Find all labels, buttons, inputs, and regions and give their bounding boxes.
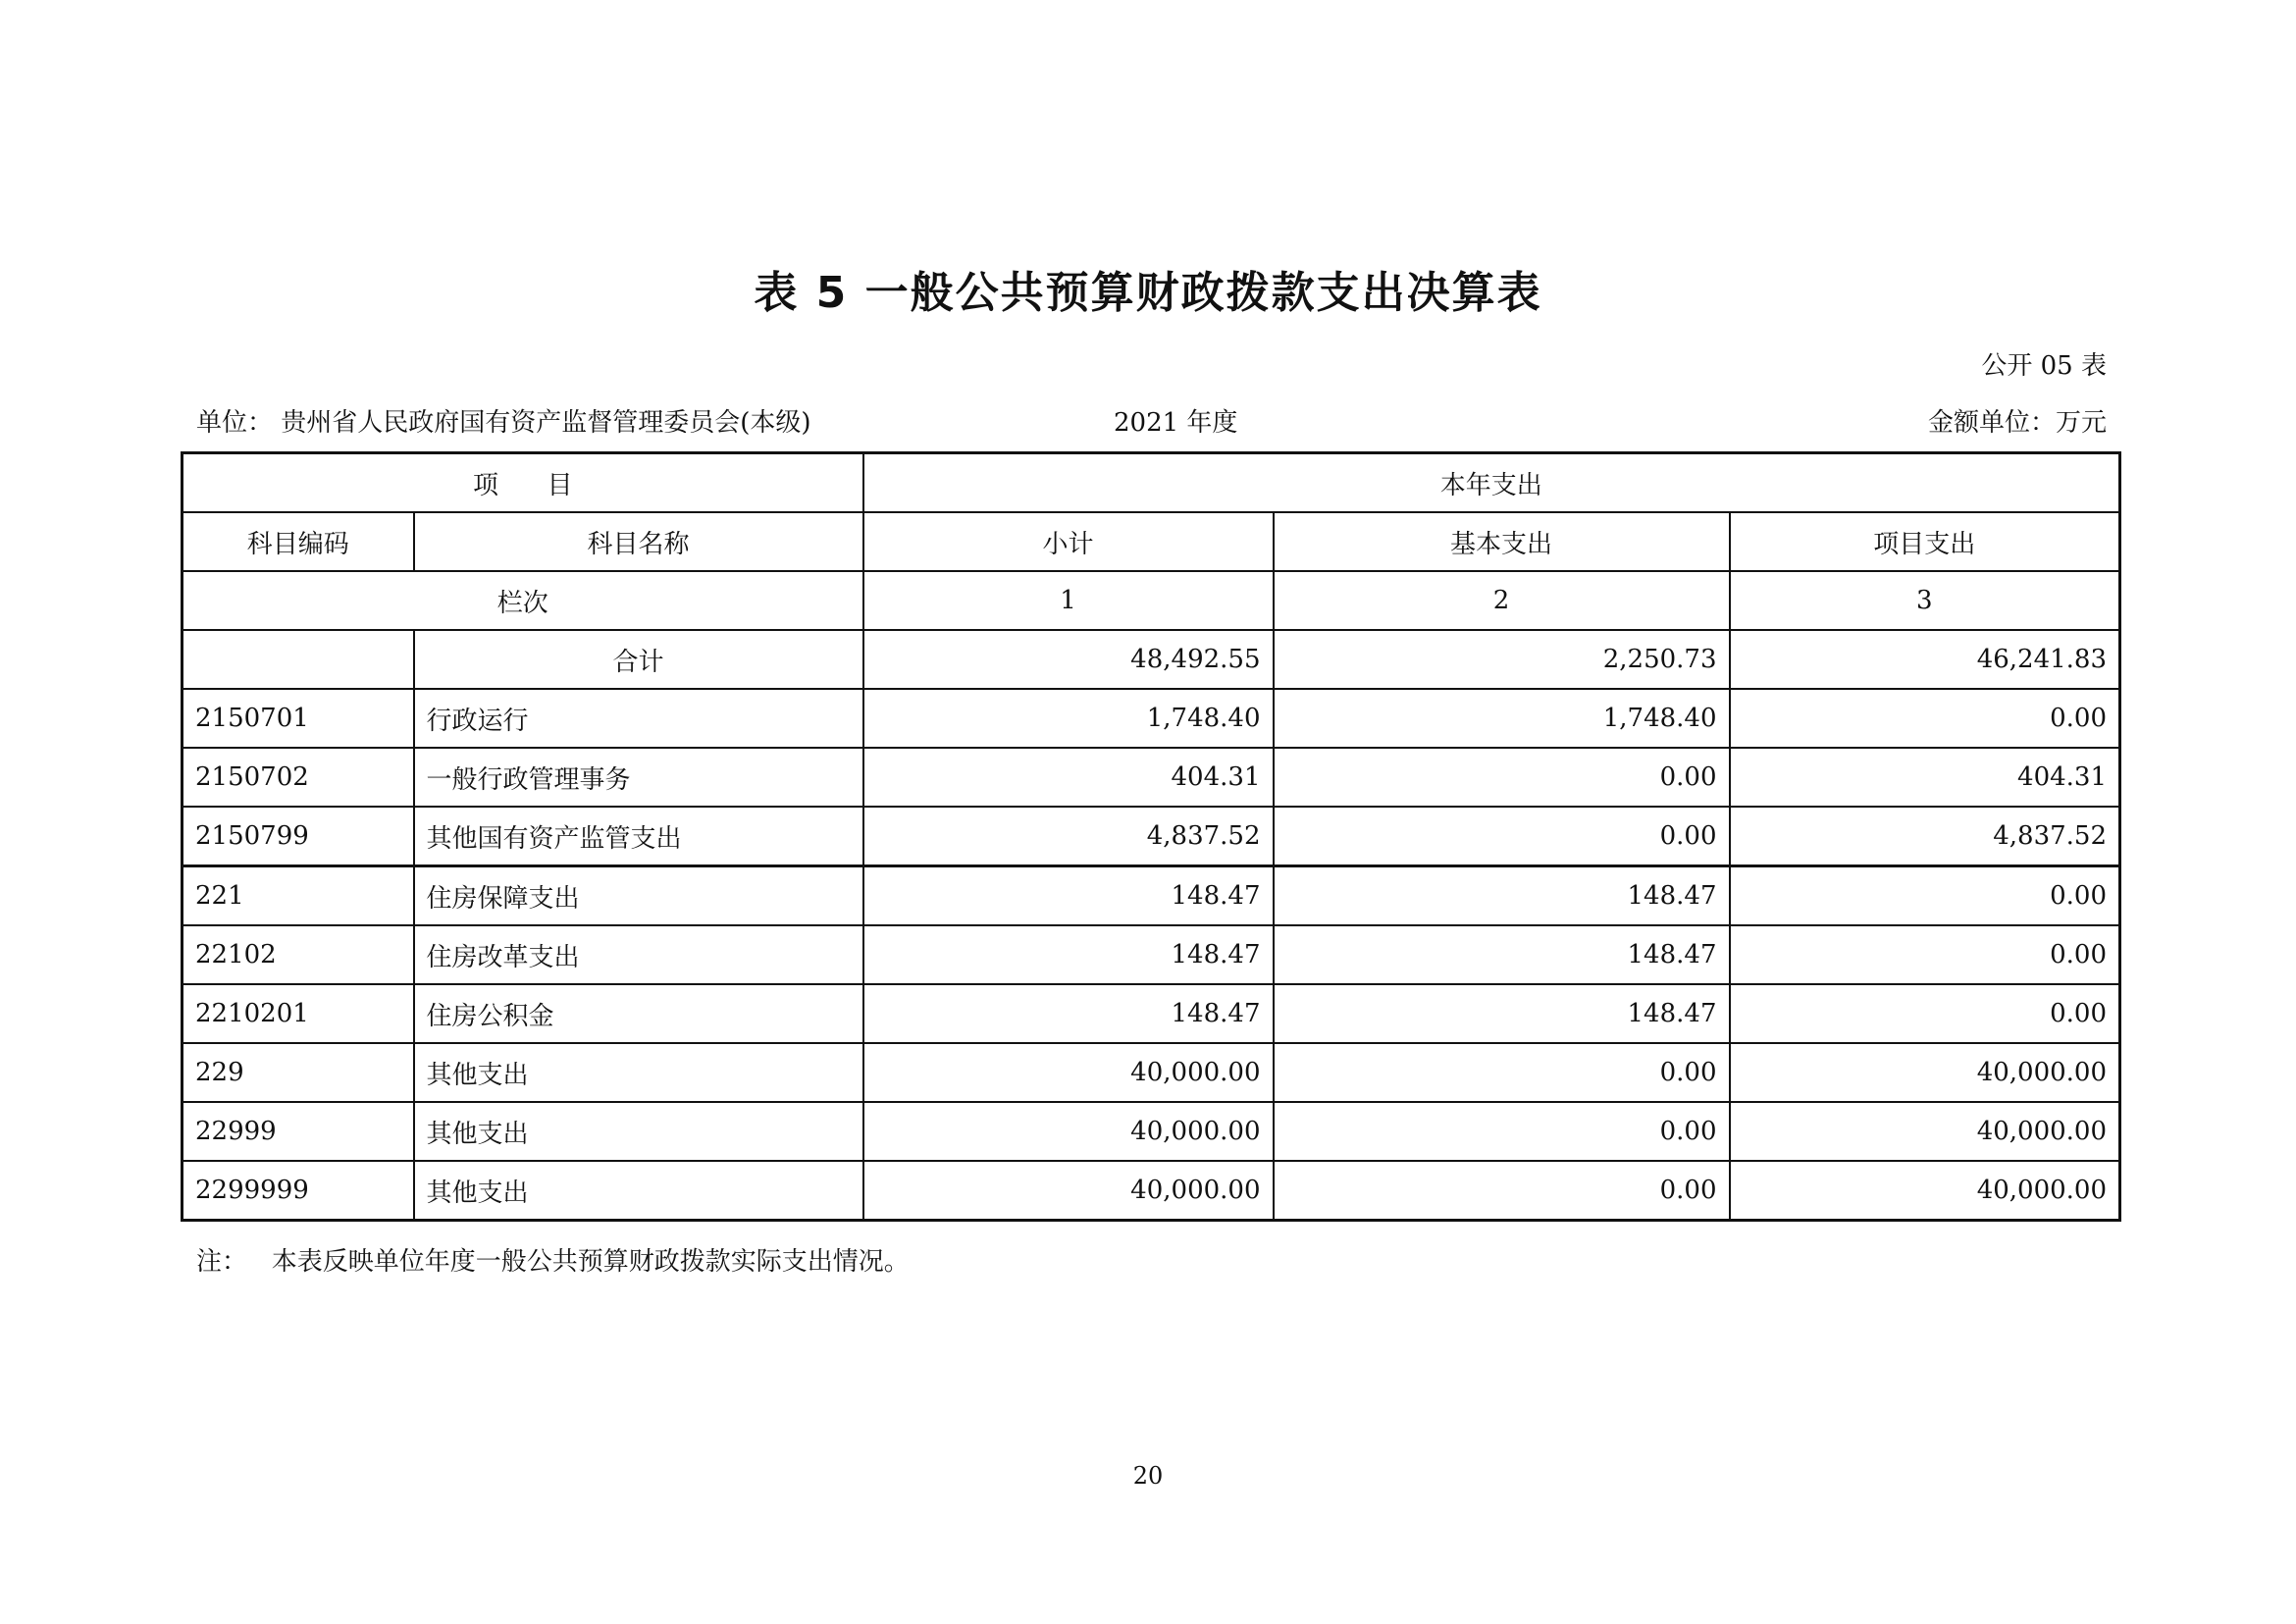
row-code: 2150702 bbox=[183, 748, 414, 807]
row-project: 0.00 bbox=[1730, 984, 2120, 1043]
row-name: 住房保障支出 bbox=[414, 866, 863, 926]
header-item: 项 目 bbox=[183, 453, 863, 513]
page-number: 20 bbox=[1132, 1462, 1164, 1490]
row-code: 2299999 bbox=[183, 1161, 414, 1221]
row-name: 行政运行 bbox=[414, 689, 863, 748]
row-project: 40,000.00 bbox=[1730, 1161, 2120, 1221]
row-name: 其他支出 bbox=[414, 1102, 863, 1161]
header-current-year: 本年支出 bbox=[863, 453, 2120, 513]
table-row bbox=[183, 1102, 2120, 1161]
header-col2: 2 bbox=[1274, 571, 1730, 630]
table-note: 注： 本表反映单位年度一般公共预算财政拨款实际支出情况。 bbox=[196, 1247, 910, 1277]
row-basic: 148.47 bbox=[1274, 984, 1730, 1043]
page-title: 表 5 一般公共预算财政拨款支出决算表 bbox=[754, 268, 1542, 318]
row-subtotal: 148.47 bbox=[863, 925, 1274, 984]
header-basic: 基本支出 bbox=[1274, 512, 1730, 571]
header-row-2 bbox=[183, 512, 2120, 571]
row-subtotal: 40,000.00 bbox=[863, 1043, 1274, 1102]
row-name: 一般行政管理事务 bbox=[414, 748, 863, 807]
row-subtotal: 404.31 bbox=[863, 748, 1274, 807]
row-name: 其他支出 bbox=[414, 1161, 863, 1221]
row-name: 住房改革支出 bbox=[414, 925, 863, 984]
header-subtotal: 小计 bbox=[863, 512, 1274, 571]
form-number: 公开 05 表 bbox=[1981, 351, 2107, 381]
row-code: 221 bbox=[183, 866, 414, 926]
row-subtotal: 40,000.00 bbox=[863, 1161, 1274, 1221]
table-row bbox=[183, 807, 2120, 866]
total-code-empty bbox=[183, 630, 414, 689]
row-basic: 148.47 bbox=[1274, 866, 1730, 926]
header-col3: 3 bbox=[1730, 571, 2120, 630]
row-project: 0.00 bbox=[1730, 866, 2120, 926]
row-project: 4,837.52 bbox=[1730, 807, 2120, 866]
table-row bbox=[183, 866, 2120, 926]
table-row bbox=[183, 925, 2120, 984]
row-basic: 0.00 bbox=[1274, 1043, 1730, 1102]
row-code: 2210201 bbox=[183, 984, 414, 1043]
row-project: 40,000.00 bbox=[1730, 1043, 2120, 1102]
row-basic: 0.00 bbox=[1274, 1102, 1730, 1161]
row-name: 住房公积金 bbox=[414, 984, 863, 1043]
fiscal-year: 2021 年度 bbox=[1114, 408, 1238, 438]
total-label: 合计 bbox=[414, 630, 863, 689]
row-code: 229 bbox=[183, 1043, 414, 1102]
table-row bbox=[183, 748, 2120, 807]
row-name: 其他国有资产监管支出 bbox=[414, 807, 863, 866]
row-code: 2150799 bbox=[183, 807, 414, 866]
header-name: 科目名称 bbox=[414, 512, 863, 571]
table-row bbox=[183, 1161, 2120, 1221]
row-subtotal: 148.47 bbox=[863, 984, 1274, 1043]
row-name: 其他支出 bbox=[414, 1043, 863, 1102]
header-column-label: 栏次 bbox=[183, 571, 863, 630]
unit-info-row bbox=[196, 402, 2107, 438]
row-code: 22102 bbox=[183, 925, 414, 984]
row-basic: 0.00 bbox=[1274, 748, 1730, 807]
reporting-unit: 单位： 贵州省人民政府国有资产监督管理委员会(本级) bbox=[196, 408, 811, 438]
row-subtotal: 1,748.40 bbox=[863, 689, 1274, 748]
amount-unit: 金额单位：万元 bbox=[1927, 408, 2107, 438]
row-project: 0.00 bbox=[1730, 689, 2120, 748]
row-basic: 0.00 bbox=[1274, 1161, 1730, 1221]
row-project: 40,000.00 bbox=[1730, 1102, 2120, 1161]
row-subtotal: 4,837.52 bbox=[863, 807, 1274, 866]
total-subtotal: 48,492.55 bbox=[863, 630, 1274, 689]
total-row bbox=[183, 630, 2120, 689]
header-col1: 1 bbox=[863, 571, 1274, 630]
total-basic: 2,250.73 bbox=[1274, 630, 1730, 689]
row-code: 22999 bbox=[183, 1102, 414, 1161]
header-row-1 bbox=[183, 453, 2120, 513]
header-row-3 bbox=[183, 571, 2120, 630]
total-project: 46,241.83 bbox=[1730, 630, 2120, 689]
row-subtotal: 40,000.00 bbox=[863, 1102, 1274, 1161]
row-project: 0.00 bbox=[1730, 925, 2120, 984]
row-code: 2150701 bbox=[183, 689, 414, 748]
header-code: 科目编码 bbox=[183, 512, 414, 571]
table-row bbox=[183, 984, 2120, 1043]
row-subtotal: 148.47 bbox=[863, 866, 1274, 926]
expenditure-table bbox=[181, 451, 2121, 1222]
table-row bbox=[183, 1043, 2120, 1102]
row-basic: 148.47 bbox=[1274, 925, 1730, 984]
table-row bbox=[183, 689, 2120, 748]
header-project: 项目支出 bbox=[1730, 512, 2120, 571]
row-basic: 0.00 bbox=[1274, 807, 1730, 866]
row-basic: 1,748.40 bbox=[1274, 689, 1730, 748]
table-body bbox=[183, 453, 2120, 1221]
row-project: 404.31 bbox=[1730, 748, 2120, 807]
